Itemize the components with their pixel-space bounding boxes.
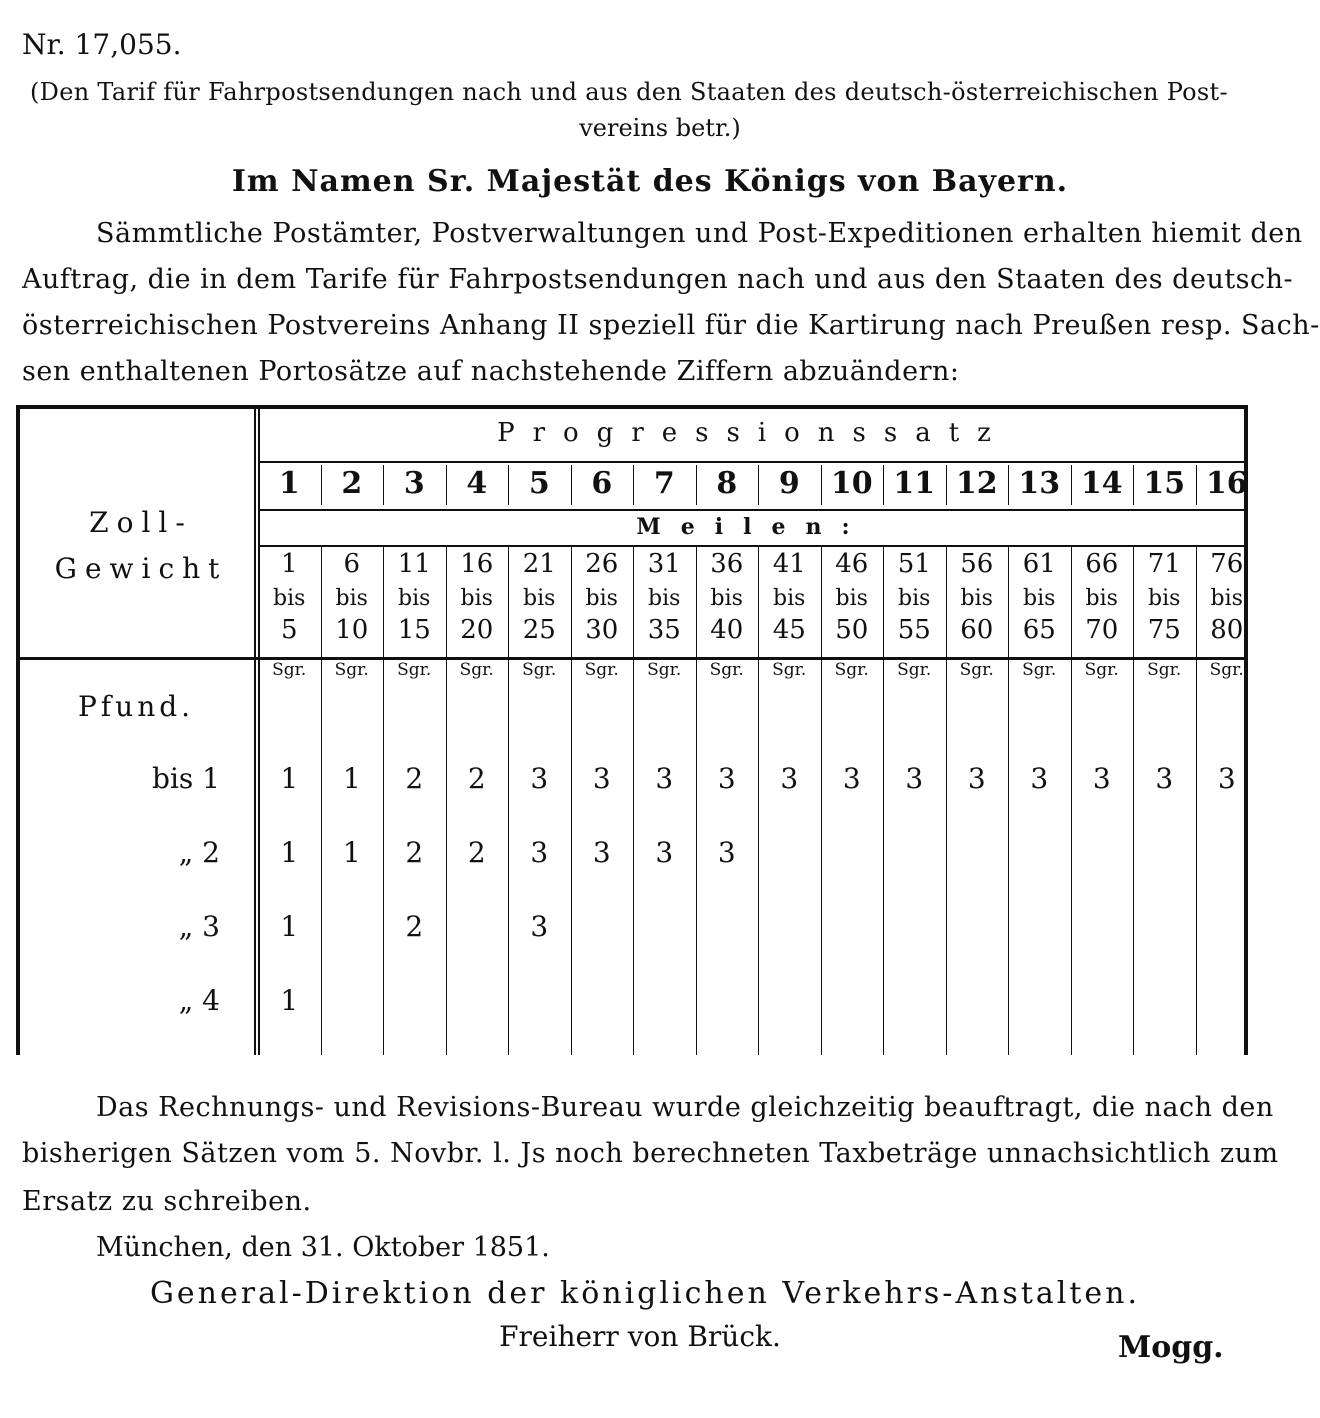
- pound-label: Pfund.: [77, 690, 195, 723]
- table-rule: [258, 545, 1244, 547]
- postage-value: 1: [342, 762, 361, 795]
- distance-from: 21: [522, 549, 556, 579]
- distance-to: 15: [397, 615, 431, 645]
- paragraph1-line: österreichischen Postvereins Anhang II speziell für die Kartirung nach Preußen resp. Sach-: [22, 310, 1320, 341]
- postage-value: 3: [1155, 762, 1174, 795]
- date-line: München, den 31. Oktober 1851.: [96, 1232, 550, 1263]
- paragraph1-line: sen enthaltenen Portosätze auf nachstehende Ziffern abzuändern:: [22, 356, 960, 387]
- document-number: Nr. 17,055.: [22, 28, 182, 61]
- column-number: 8: [716, 466, 738, 501]
- distance-bis: bis: [898, 586, 931, 611]
- unit-label: Sgr.: [959, 660, 994, 680]
- postage-value: 3: [780, 762, 799, 795]
- distance-bis: bis: [1023, 586, 1056, 611]
- distance-from: 26: [585, 549, 619, 579]
- distance-to: 45: [772, 615, 806, 645]
- postage-value: 1: [280, 910, 299, 943]
- column-number: 14: [1080, 466, 1123, 501]
- distance-bis: bis: [773, 586, 806, 611]
- postage-value: 2: [405, 836, 424, 869]
- distance-from: 6: [343, 549, 361, 579]
- distance-to: 50: [835, 615, 869, 645]
- paragraph2-line: Ersatz zu schreiben.: [22, 1186, 312, 1217]
- column-number: 15: [1143, 466, 1186, 501]
- postage-value: 3: [530, 836, 549, 869]
- paragraph2-line: bisherigen Sätzen vom 5. Novbr. l. Js noch berechneten Taxbeträge unnachsichtlich zum: [22, 1138, 1279, 1169]
- postage-value: 1: [280, 836, 299, 869]
- table-rule: [258, 509, 1244, 511]
- column-number: 4: [466, 466, 488, 501]
- progression-header: Progressionssatz: [497, 418, 1009, 448]
- distance-from: 56: [960, 549, 994, 579]
- column-number: 11: [893, 466, 936, 501]
- postage-value: 3: [842, 762, 861, 795]
- postage-value: 3: [967, 762, 986, 795]
- postage-value: 3: [1217, 762, 1236, 795]
- distance-to: 10: [335, 615, 369, 645]
- distance-from: 71: [1147, 549, 1181, 579]
- column-number: 3: [403, 466, 425, 501]
- unit-label: Sgr.: [272, 660, 307, 680]
- postage-value: 3: [592, 836, 611, 869]
- distance-from: 36: [710, 549, 744, 579]
- subject-line-2: vereins betr.): [579, 114, 741, 142]
- signatory: Freiherr von Brück.: [499, 1320, 781, 1353]
- distance-to: 70: [1085, 615, 1119, 645]
- distance-bis: bis: [648, 586, 681, 611]
- unit-label: Sgr.: [459, 660, 494, 680]
- unit-label: Sgr.: [522, 660, 557, 680]
- distance-from: 31: [647, 549, 681, 579]
- paragraph1-line: Auftrag, die in dem Tarife für Fahrpostsendungen nach und aus den Staaten des deutsch-: [22, 264, 1294, 295]
- column-number: 16: [1205, 466, 1248, 501]
- distance-bis: bis: [960, 586, 993, 611]
- decree-heading: Im Namen Sr. Majestät des Königs von Bayern.: [231, 164, 1069, 199]
- unit-label: Sgr.: [1022, 660, 1057, 680]
- postage-value: 3: [905, 762, 924, 795]
- unit-label: Sgr.: [334, 660, 369, 680]
- column-number: 7: [653, 466, 675, 501]
- distance-bis: bis: [835, 586, 868, 611]
- issuing-authority: General-Direktion der königlichen Verkehrs-Anstalten.: [149, 1276, 1141, 1311]
- distance-bis: bis: [460, 586, 493, 611]
- column-number: 5: [528, 466, 550, 501]
- distance-to: 65: [1022, 615, 1056, 645]
- table-rule: [258, 461, 1244, 463]
- distance-to: 60: [960, 615, 994, 645]
- unit-label: Sgr.: [584, 660, 619, 680]
- countersignature: Mogg.: [1118, 1330, 1224, 1365]
- column-number: 2: [341, 466, 363, 501]
- column-number: 6: [591, 466, 613, 501]
- distance-bis: bis: [1148, 586, 1181, 611]
- postage-value: 3: [717, 762, 736, 795]
- distance-from: 46: [835, 549, 869, 579]
- distance-to: 75: [1147, 615, 1181, 645]
- distance-bis: bis: [398, 586, 431, 611]
- distance-from: 41: [772, 549, 806, 579]
- distance-to: 55: [897, 615, 931, 645]
- unit-label: Sgr.: [897, 660, 932, 680]
- column-number: 1: [278, 466, 300, 501]
- subject-line-1: (Den Tarif für Fahrpostsendungen nach und aus den Staaten des deutsch-österreichischen Post-: [30, 78, 1228, 106]
- distance-to: 5: [280, 615, 298, 645]
- distance-from: 1: [280, 549, 298, 579]
- postage-value: 3: [592, 762, 611, 795]
- paragraph1-line: Sämmtliche Postämter, Postverwaltungen und Post-Expeditionen erhalten hiemit den: [96, 218, 1303, 249]
- distance-bis: bis: [523, 586, 556, 611]
- paragraph2-line: Das Rechnungs- und Revisions-Bureau wurde gleichzeitig beauftragt, die nach den: [96, 1092, 1274, 1123]
- distance-header: Meilen:: [636, 514, 870, 540]
- distance-bis: bis: [1085, 586, 1118, 611]
- weight-row-label: bis 1: [152, 762, 220, 795]
- weight-row-label: „ 2: [178, 836, 220, 869]
- distance-bis: bis: [273, 586, 306, 611]
- column-number: 12: [955, 466, 998, 501]
- postage-value: 2: [405, 762, 424, 795]
- postage-value: 1: [280, 762, 299, 795]
- unit-label: Sgr.: [1147, 660, 1182, 680]
- unit-label: Sgr.: [397, 660, 432, 680]
- distance-to: 25: [522, 615, 556, 645]
- distance-bis: bis: [710, 586, 743, 611]
- postage-value: 3: [655, 762, 674, 795]
- distance-to: 35: [647, 615, 681, 645]
- unit-label: Sgr.: [772, 660, 807, 680]
- weight-row-label: „ 4: [178, 984, 220, 1017]
- postage-value: 3: [530, 762, 549, 795]
- unit-label: Sgr.: [834, 660, 869, 680]
- distance-from: 51: [897, 549, 931, 579]
- weight-row-label: „ 3: [178, 910, 220, 943]
- distance-to: 30: [585, 615, 619, 645]
- postage-value: 1: [280, 984, 299, 1017]
- unit-label: Sgr.: [1209, 660, 1244, 680]
- table-divider: [258, 409, 260, 1055]
- distance-from: 66: [1085, 549, 1119, 579]
- postage-value: 3: [530, 910, 549, 943]
- postage-value: 2: [467, 836, 486, 869]
- distance-bis: bis: [335, 586, 368, 611]
- column-number: 10: [830, 466, 873, 501]
- distance-to: 40: [710, 615, 744, 645]
- column-number: 13: [1018, 466, 1061, 501]
- unit-label: Sgr.: [709, 660, 744, 680]
- column-number: 9: [778, 466, 800, 501]
- distance-to: 80: [1210, 615, 1244, 645]
- postage-value: 1: [342, 836, 361, 869]
- distance-bis: bis: [1210, 586, 1243, 611]
- unit-label: Sgr.: [647, 660, 682, 680]
- postage-value: 3: [1092, 762, 1111, 795]
- distance-from: 76: [1210, 549, 1244, 579]
- postage-value: 3: [655, 836, 674, 869]
- weight-header: Zoll-Gewicht: [54, 506, 228, 585]
- distance-from: 11: [397, 549, 431, 579]
- postage-value: 3: [717, 836, 736, 869]
- postage-value: 2: [405, 910, 424, 943]
- distance-bis: bis: [585, 586, 618, 611]
- distance-from: 16: [460, 549, 494, 579]
- distance-from: 61: [1022, 549, 1056, 579]
- table-divider: [254, 409, 256, 1055]
- unit-label: Sgr.: [1084, 660, 1119, 680]
- postage-value: 3: [1030, 762, 1049, 795]
- distance-to: 20: [460, 615, 494, 645]
- postage-value: 2: [467, 762, 486, 795]
